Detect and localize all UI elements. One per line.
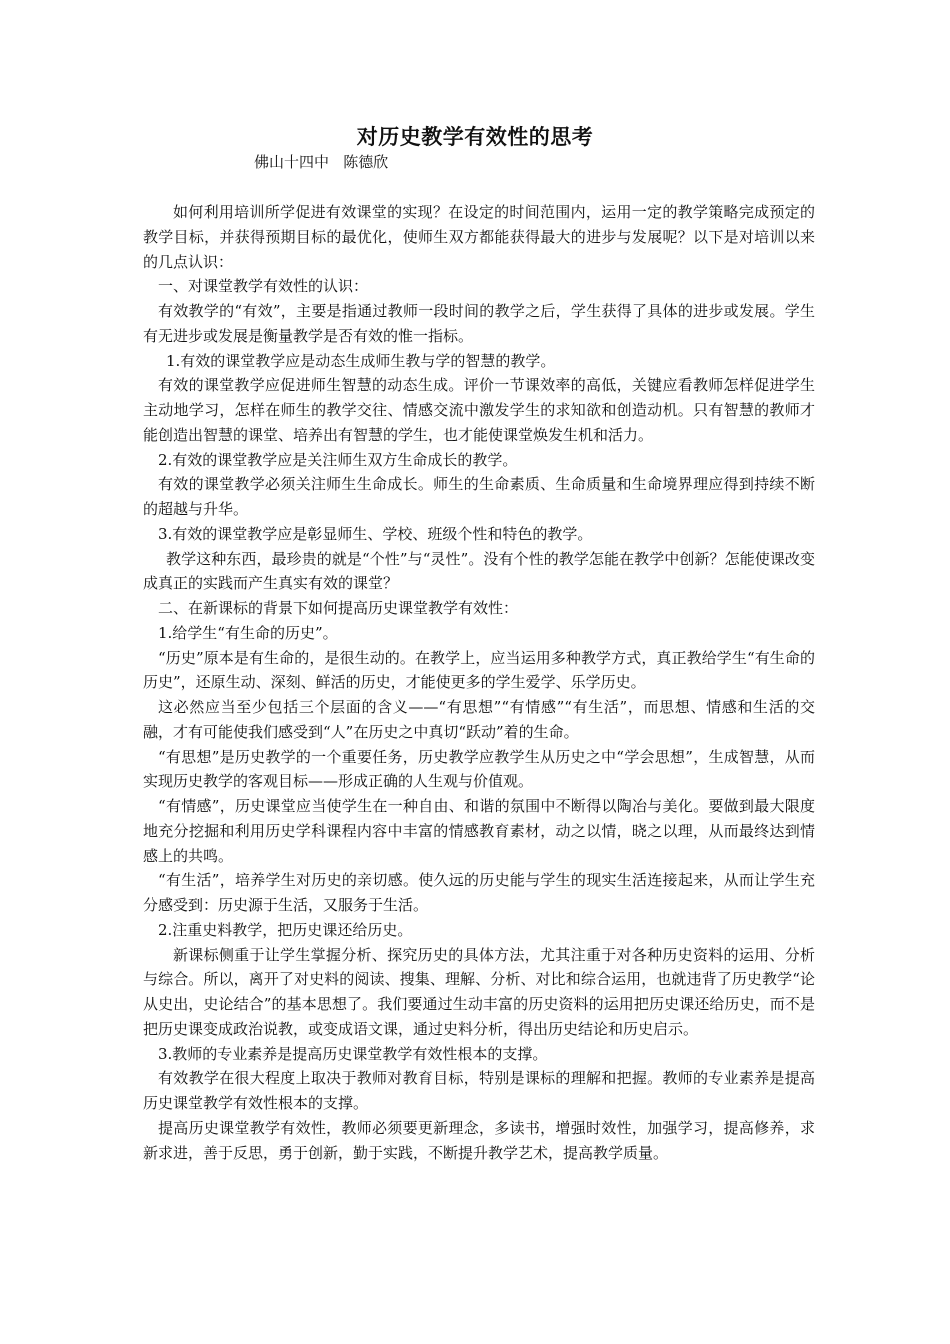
paragraph-intro: 如何利用培训所学促进有效课堂的实现？在设定的时间范围内，运用一定的教学策略完成预定的教学目标，并获得预期目标的最优化，使师生双方都能获得最大的进步与发展呢？以下是对培训以来的几点认识： <box>143 203 815 271</box>
paragraph: 提高历史课堂教学有效性，教师必须要更新理念，多读书，增强时效性，加强学习，提高修养，求新求进，善于反思，勇于创新，勤于实践，不断提升教学艺术，提高教学质量。 <box>143 1118 815 1162</box>
document-body <box>143 200 815 1165</box>
subheading: 2.有效的课堂教学应是关注师生双方生命成长的教学。 <box>158 450 518 469</box>
document-title: 对历史教学有效性的思考 <box>356 124 594 149</box>
paragraph: 有效教学的“有效”，主要是指通过教师一段时间的教学之后，学生获得了具体的进步或发展。学生有无进步或发展是衡量教学是否有效的惟一指标。 <box>143 302 815 345</box>
subheading: 3.教师的专业素养是提高历史课堂教学有效性根本的支撑。 <box>158 1044 548 1063</box>
paragraph: 有效的课堂教学必须关注师生生命成长。师生的生命素质、生命质量和生命境界理应得到持续不断的超越与升华。 <box>143 475 815 518</box>
section-heading-2: 二、在新课标的背景下如何提高历史课堂教学有效性： <box>158 599 519 617</box>
paragraph: 教学这种东西，最珍贵的就是“个性”与“灵性”。没有个性的教学怎能在教学中创新？怎能使课改变成真正的实践而产生真实有效的课堂？ <box>143 549 815 593</box>
subheading: 2.注重史料教学，把历史课还给历史。 <box>158 920 413 939</box>
paragraph: “有思想”是历史教学的一个重要任务，历史教学应教学生从历史之中“学会思想”，生成智慧，从而实现历史教学的客观目标——形成正确的人生观与价值观。 <box>143 747 815 791</box>
paragraph: 有效的课堂教学应促进师生智慧的动态生成。评价一节课效率的高低，关键应看教师怎样促进学生主动地学习，怎样在师生的教学交往、情感交流中激发学生的求知欲和创造动机。只有智慧的教师才能创造出智慧的课堂、培养出有智慧的学生，也才能使课堂焕发生机和活力。 <box>143 376 815 444</box>
paragraph: 这必然应当至少包括三个层面的含义——“有思想”“有情感”“有生活”，而思想、情感和生活的交融，才有可能使我们感受到“人”在历史之中真切“跃动”着的生命。 <box>143 698 815 741</box>
subheading: 3.有效的课堂教学应是彰显师生、学校、班级个性和特色的教学。 <box>158 524 593 543</box>
section-heading-1: 一、对课堂教学有效性的认识： <box>158 277 369 296</box>
subheading: 1.有效的课堂教学应是动态生成师生教与学的智慧的教学。 <box>166 351 556 370</box>
paragraph: 有效教学在很大程度上取决于教师对教育目标，特别是课标的理解和把握。教师的专业素养是提高历史课堂教学有效性根本的支撑。 <box>143 1069 815 1112</box>
paragraph: 新课标侧重于让学生掌握分析、探究历史的具体方法，尤其注重于对各种历史资料的运用、分析与综合。所以，离开了对史料的阅读、搜集、理解、分析、对比和综合运用，也就违背了历史教学“论从史出，史论结合”的基本思想了。我们要通过生动丰富的历史资料的运用把历史课还给历史，而不是把历史课变成政治说教，或变成语文课，通过史料分析，得出历史结论和历史启示。 <box>143 945 815 1038</box>
paragraph: “有生活”，培养学生对历史的亲切感。使久远的历史能与学生的现实生活连接起来，从而让学生充分感受到：历史源于生活，又服务于生活。 <box>143 871 815 914</box>
subheading: 1.给学生“有生命的历史”。 <box>158 623 338 642</box>
paragraph: “有情感”，历史课堂应当使学生在一种自由、和谐的氛围中不断得以陶冶与美化。要做到最大限度地充分挖掘和利用历史学科课程内容中丰富的情感教育素材，动之以情，晓之以理，从而最终达到情感上的共鸣。 <box>143 797 815 865</box>
document-author: 佛山十四中 陈德欣 <box>254 153 389 171</box>
paragraph: “历史”原本是有生命的，是很生动的。在教学上，应当运用多种教学方式，真正教给学生“有生命的历史”，还原生动、深刻、鲜活的历史，才能使更多的学生爱学、乐学历史。 <box>143 648 815 692</box>
